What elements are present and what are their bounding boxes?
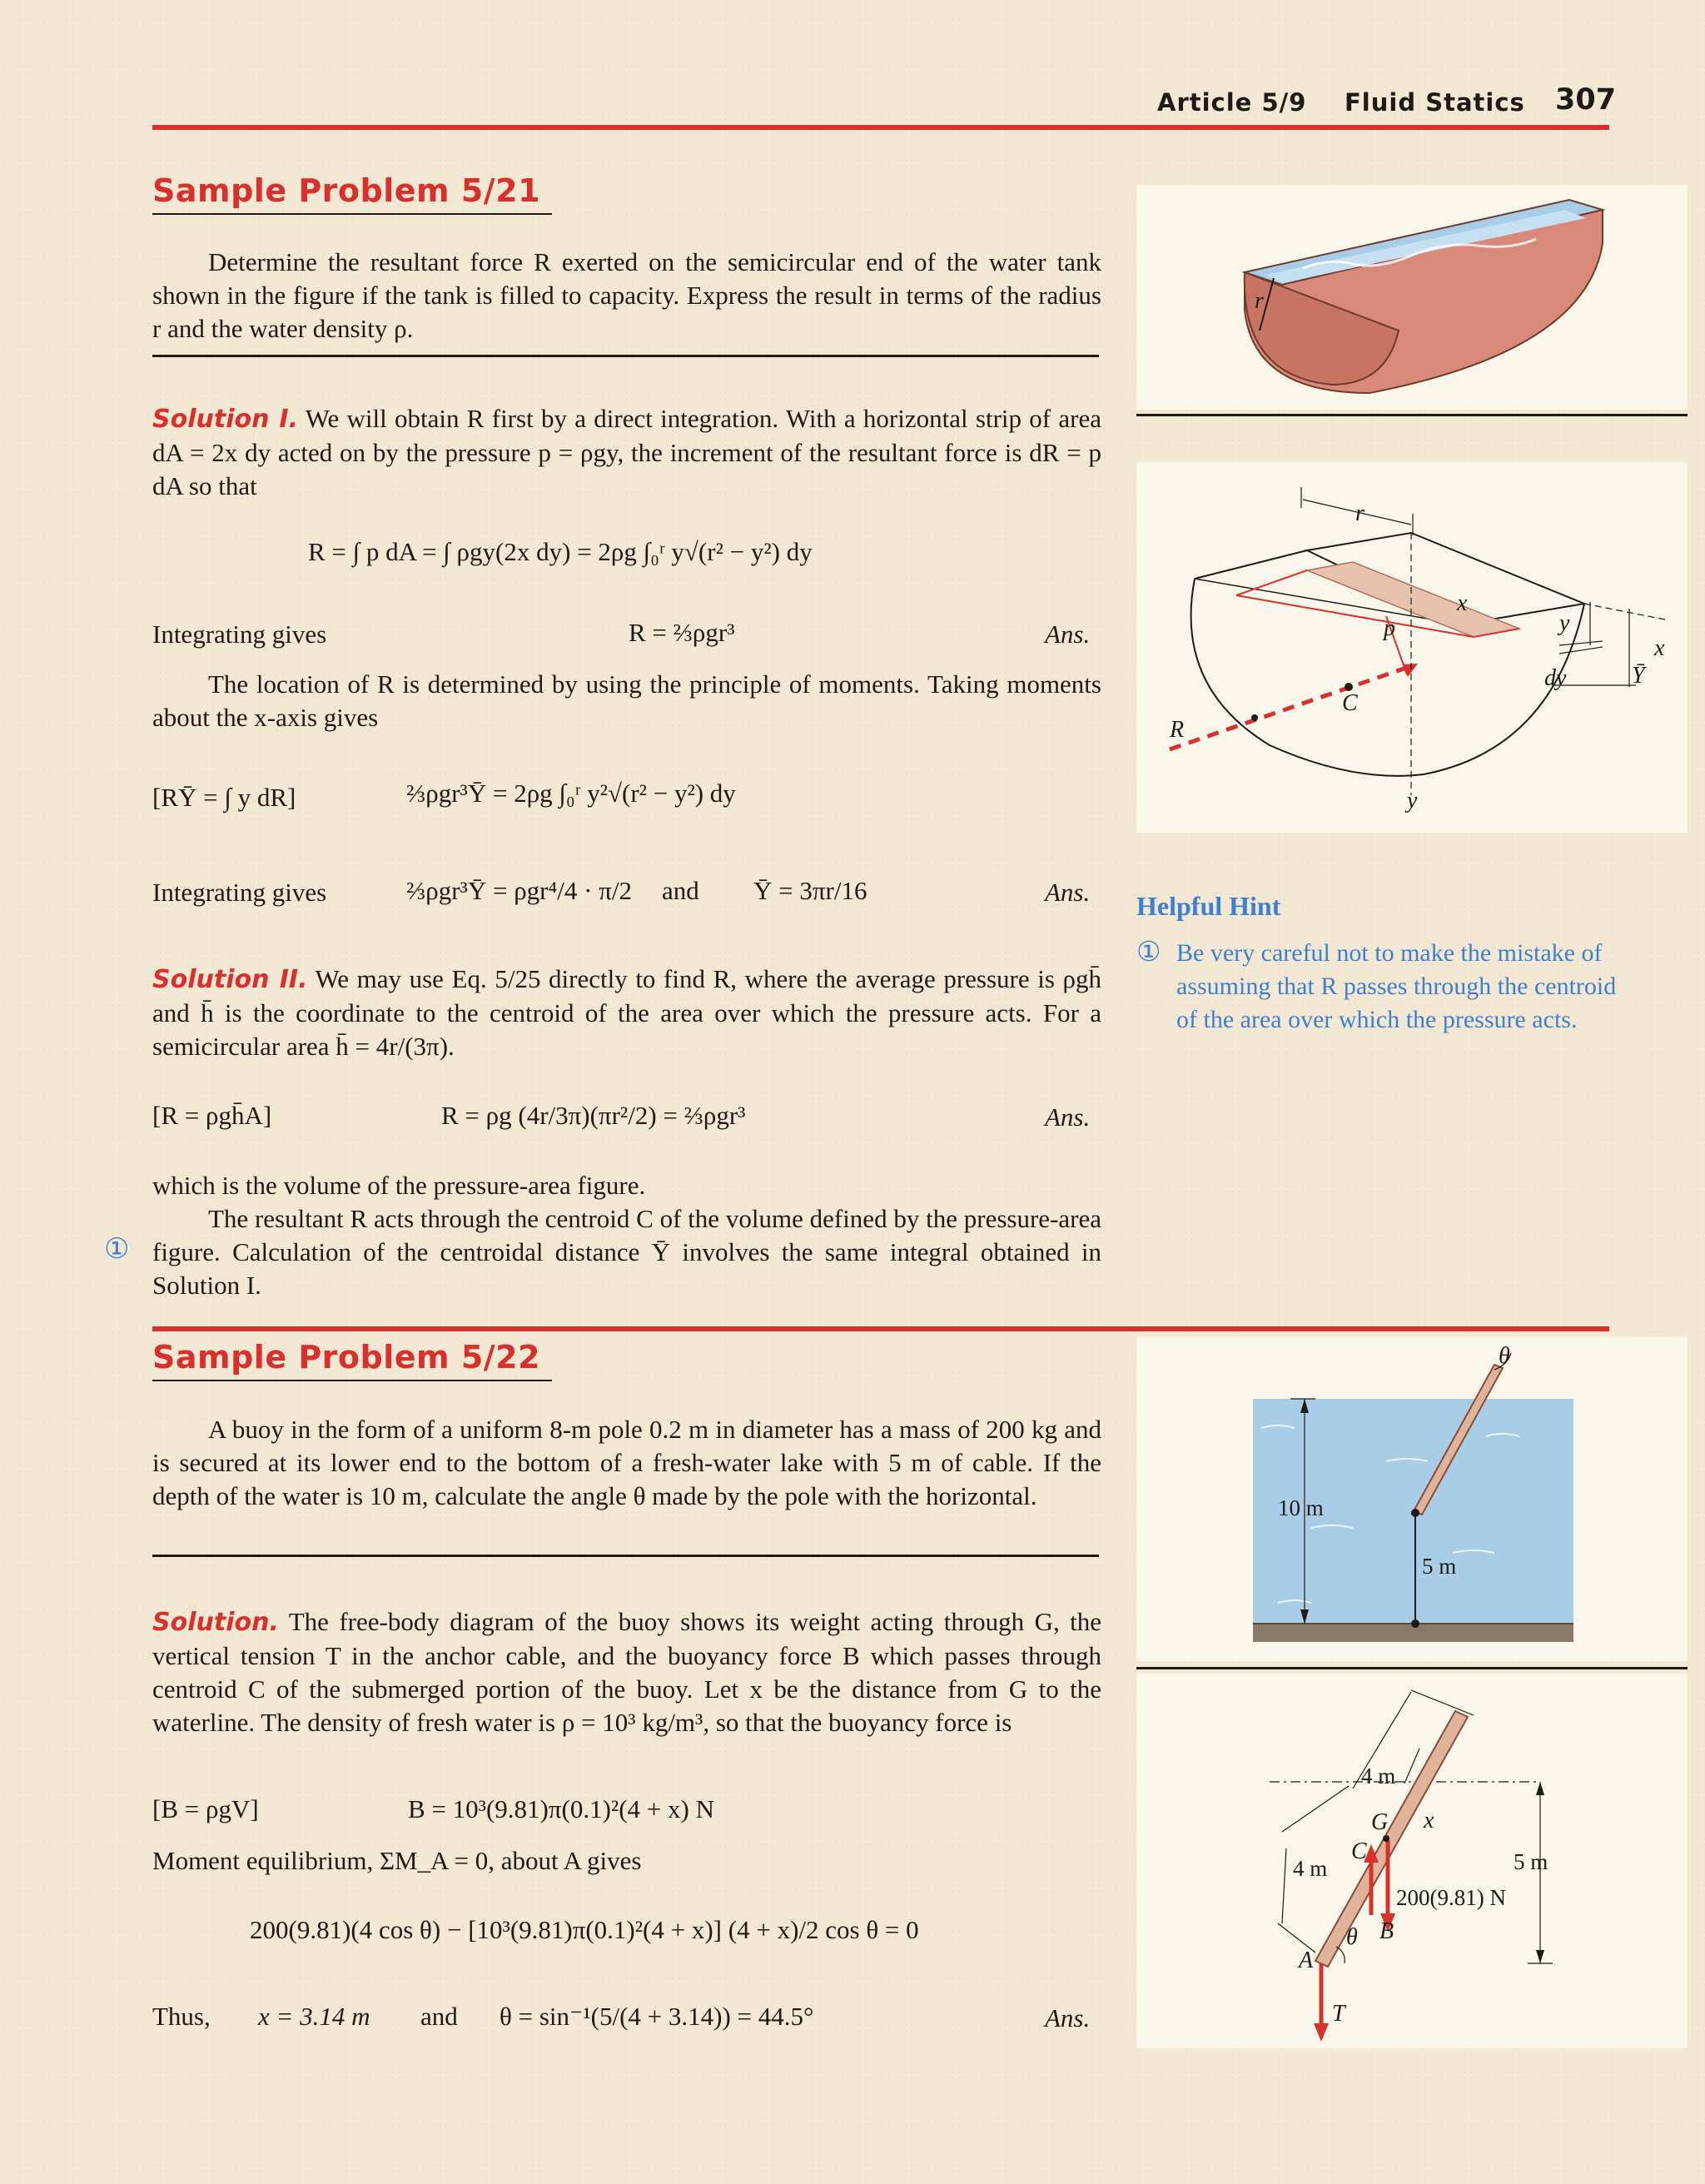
section-C-label: C [1342,690,1358,716]
water-tank-figure [1136,185,1688,410]
hint-reference-marker[interactable]: ① [104,1232,130,1266]
solution1-paragraph [152,402,1101,503]
section-Ybar-label: Ȳ [1632,663,1645,689]
integrating-label-2: Integrating gives [152,878,327,907]
helpful-hint-text: Be very careful not to make the mistake of assuming that R passes through the centroid of the area over which the pressure acts. [1176,939,1617,1033]
sample-problem-title-2: Sample Problem 5/22 [152,1339,541,1376]
thus-label: Thus, [152,2002,211,2031]
answer-label-2: Ans. [1045,878,1091,907]
answer-label-1: Ans. [1045,619,1091,649]
section-y-axis-label: y [1407,788,1418,813]
section-p-label: p [1384,615,1395,641]
solution2-text: We may use Eq. 5/25 directly to find R, where the average pressure is ρgh̄ and h̄ is the coordinate to the centroid of the area over which the pressure acts. For a semicircular area h̄ = 4r/(3π). [152,964,1101,1061]
fbd-A-label: A [1299,1948,1314,1973]
title-underline [152,213,552,215]
buoy-theta-label: θ [1499,1343,1510,1369]
solution1-intro: We will obtain R first by a direct integration. With a horizontal strip of area dA = 2x dy acted on by the pressure p = ρgy, the increment of the resultant force is dR = p dA so that [152,404,1101,500]
solution1-heading: Solution I. [152,405,298,434]
solution2-heading: Solution II. [152,965,308,994]
header-section: Fluid Statics [1345,88,1525,117]
fbd-theta-label: θ [1346,1924,1358,1950]
equation-resultant-integral: R = ∫ p dA = ∫ ρgy(2x dy) = 2ρg ∫₀ʳ y√(r² − y²) dy [308,537,813,566]
problem2-solution-text: The free-body diagram of the buoy shows its weight acting through G, the vertical tension T in the anchor cable, and the buoyancy force B which passes through centroid C of the submerged portion of the buoy. Let x be the distance from G to the waterline. The density of fresh water is ρ = 10³ kg/m³, so that the buoyancy force is [152,1607,1101,1737]
section-divider-rule [152,1326,1609,1331]
buoy-figure-rule [1136,1667,1688,1669]
tank-figure-panel [1136,185,1688,410]
tank-figure-rule [1136,414,1688,416]
title-underline-2 [152,1380,552,1381]
equation-result-R: R = ⅔ρgr³ [629,618,735,647]
section-R-label: R [1170,717,1185,743]
result-theta: θ = sin⁻¹(5/(4 + 3.14)) = 44.5° [500,2002,814,2031]
helpful-hint-title: Helpful Hint [1136,891,1281,921]
fbd-4m-left-label: 4 m [1293,1856,1328,1881]
equation-average-pressure: [R = ρgh̄A] [152,1101,272,1130]
helpful-hint-item [1136,937,1619,1037]
sample-problem-title: Sample Problem 5/21 [152,172,541,209]
fbd-G-label: G [1371,1809,1389,1835]
section-r-label: r [1355,500,1364,526]
integrating-label-1: Integrating gives [152,619,327,649]
equation-and: and [662,876,699,905]
problem-statement: Determine the resultant force R exerted on the semicircular end of the water tank shown in the figure if the tank is filled to capacity. Express the result in terms of the radius r and the water density ρ. [152,247,1101,343]
header-rule [152,125,1609,130]
solution2-paragraph [152,963,1101,1063]
section-dy-label: dy [1544,665,1567,691]
equation-moment-integral: ⅔ρgr³Ȳ = 2ρg ∫₀ʳ y²√(r² − y²) dy [406,779,736,808]
problem2-statement: A buoy in the form of a uniform 8-m pole 0.2 m in diameter has a mass of 200 kg and is secured at its lower end to the bottom of a fresh-water lake with 5 m of cable. If the depth of the water is 10 m, calculate the angle θ made by the pole with the horizontal. [152,1415,1101,1510]
moment-equation: 200(9.81)(4 cos θ) − [10³(9.81)π(0.1)²(4 + x)] (4 + x)/2 cos θ = 0 [250,1915,919,1944]
pressure-section-figure [1136,462,1688,833]
buoyancy-bracket-equation: [B = ρgV] [152,1794,259,1823]
answer-label-4: Ans. [1045,2003,1091,2032]
section-x-label: x [1457,590,1468,616]
buoy-figure-panel [1136,1336,1688,1661]
section-y-label: y [1559,610,1570,636]
equation-moment-bracket: [RȲ = ∫ y dR] [152,783,296,812]
fbd-C-label: C [1351,1838,1367,1864]
statement-rule-2 [152,1555,1099,1557]
helpful-hint-box [1136,891,1619,1037]
buoy-lake-figure [1136,1336,1688,1661]
moments-paragraph: The location of R is determined by using the principle of moments. Taking moments about the x-axis gives [152,669,1101,732]
problem2-solution-heading: Solution. [152,1608,279,1637]
fbd-T-label: T [1332,2001,1345,2027]
section-x-axis-label: x [1654,635,1665,661]
statement-rule [152,355,1099,357]
volume-paragraph: which is the volume of the pressure-area figure. [152,1171,646,1200]
hint-marker-icon: ① [1136,935,1161,968]
answer-label-3: Ans. [1045,1102,1091,1132]
equation-R-average: R = ρg (4r/3π)(πr²/2) = ⅔ρgr³ [441,1101,746,1130]
buoyancy-force-equation: B = 10³(9.81)π(0.1)²(4 + x) N [408,1794,714,1823]
equation-moment-result: ⅔ρgr³Ȳ = ρgr⁴/4 · π/2 [406,876,633,905]
result-x: x = 3.14 m [258,2002,370,2031]
fbd-B-label: B [1379,1918,1394,1944]
page-number: 307 [1555,83,1617,117]
fbd-figure-panel [1136,1674,1688,2048]
equation-Ybar: Ȳ = 3πr/16 [753,876,867,905]
running-header [1157,83,1617,125]
tank-radius-label: r [1255,288,1264,314]
moment-equilibrium-text: Moment equilibrium, ΣM_A = 0, about A gives [152,1846,642,1875]
fbd-x-label: x [1424,1808,1434,1833]
problem2-solution-paragraph [152,1605,1101,1739]
fbd-4m-top-label: 4 m [1361,1764,1396,1788]
buoy-depth-label: 10 m [1278,1495,1324,1520]
free-body-diagram [1136,1674,1688,2048]
section-figure-panel [1136,462,1688,833]
header-article: Article 5/9 [1157,88,1307,117]
buoy-cable-label: 5 m [1422,1554,1457,1579]
result-and: and [420,2002,458,2031]
fbd-5m-label: 5 m [1514,1849,1548,1874]
fbd-weight-label: 200(9.81) N [1396,1885,1506,1910]
centroid-paragraph: The resultant R acts through the centroid C of the volume defined by the pressure-area figure. Calculation of the centroidal distance Ȳ involves the same integral obtained in Solution I. [152,1204,1101,1300]
